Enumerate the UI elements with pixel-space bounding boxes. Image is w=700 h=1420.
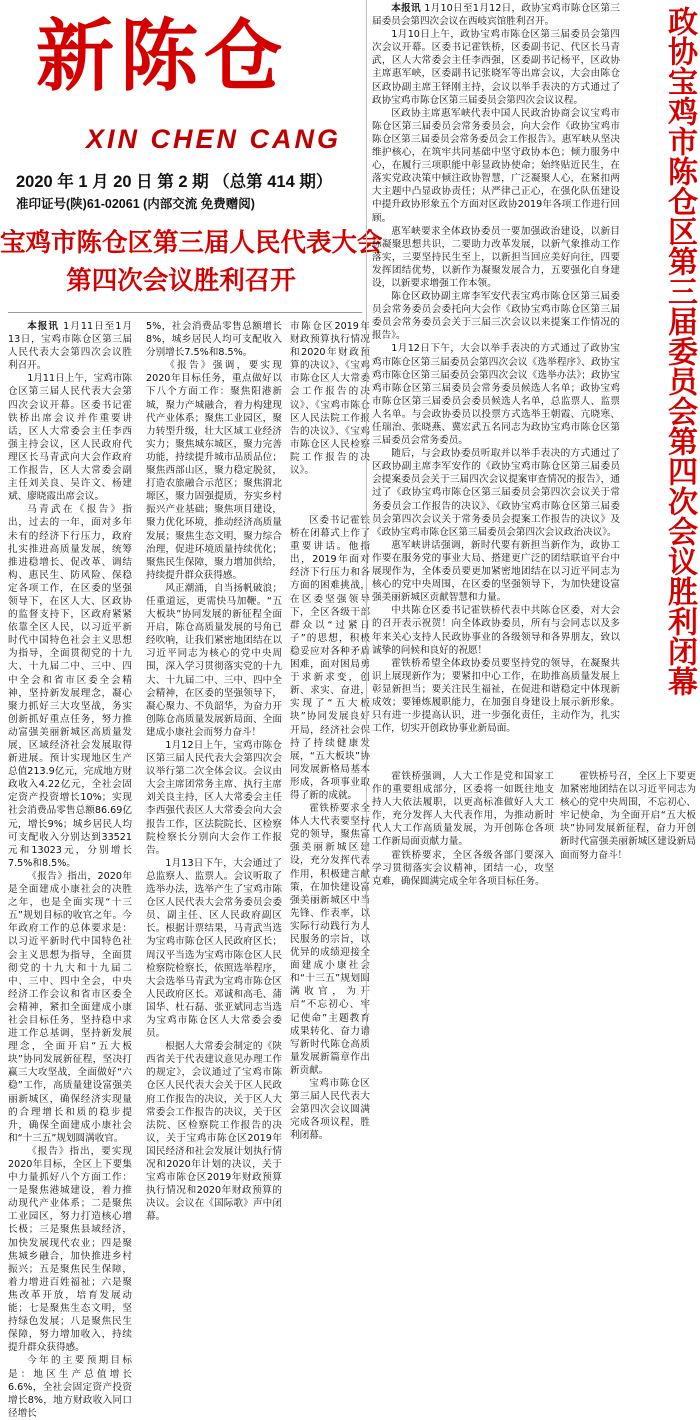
paragraph: 宝鸡市陈仓区第三届人民代表大会第四次会议圆满完成各项议程，胜利闭幕。	[290, 1078, 370, 1142]
paragraph: 区委书记霍铁桥在闭幕式上作了重要讲话。他指出，2019年面对经济下行压力和各方面的困难挑战，在区委坚强领导下，全区各级干部群众以“过紧日子”的思想，积极稳妥应对各种矛盾困难，面对困局勇于求新求变，创新、求实、奋进，实现了“五大板块”协同发展良好开局，经济社会保持了持续健康发展，“五大板块”协同发展新格局基本形成，各项事业取得了新的成就。	[290, 515, 370, 801]
side-article-tail	[560, 770, 696, 1032]
paragraph: 今年的主要预期目标是：地区生产总值增长6.6%，全社会固定资产投资增长8%，地方财政收入同口径增长	[8, 1355, 132, 1419]
side-article	[372, 2, 620, 764]
paragraph: 霍铁桥要求全体人大代表要坚持党的领导，聚焦富强美丽新城区建设，充分发挥代表作用，积极建言献策，在加快建设富强美丽新城区中当先锋、作表率，以实际行动践行为人民服务的宗旨，以优异的成绩迎接全面建成小康社会和“十三五”规划圆满收官，为开启“不忘初心、牢记使命”主题教育成果转化、奋力谱写新时代陈仓高质量发展新篇章作出新贡献。	[290, 803, 370, 1076]
paragraph: 市陈仓区2019年财政预算执行情况和2020年财政预算的决议》、《宝鸡市陈仓区人大常委会工作报告的决议》、《宝鸡市陈仓区人民法院工作报告的决议》、《宝鸡市陈仓区人民检察院工作报告的决议》。	[290, 321, 370, 477]
paragraph: 惠军峡要求全体政协委员一要加强政治建设，以新目标凝聚思想共识，二要助力改革发展，以新气象推动工作落实，三要坚持民生至上，以新担当回应美好向往，四要发挥团结优势，以新作为凝聚发展合力，五要强化自身建设，以新要求增强工作本领。	[372, 225, 620, 289]
paragraph: 1月10日至1月12日，政协宝鸡市陈仓区第三届委员会第四次会议在西岐宾馆胜利召开。	[372, 3, 621, 28]
side-article-lower	[372, 770, 554, 1032]
side-headline: 政协宝鸡市陈仓区第三届委员会第四次会议胜利闭幕	[662, 6, 697, 696]
paragraph: 霍铁桥号召，全区上下要更加紧密地团结在以习近平同志为核心的党中央周围，不忘初心、牢记使命，为全面开启“五大板块”协同发展新征程，奋力开创新时代富强美丽新城区建设新局面而努力奋斗！	[560, 771, 696, 861]
paragraph: 霍铁桥要求，全区各级各部门要深入学习贯彻落实会议精神，团结一心，攻坚克难，确保圆满完成全年各项目标任务。	[372, 849, 554, 887]
paragraph: 1月13日下午，大会通过了总监察人、监票人。会议听取了选举办法，选举产生了宝鸡市陈仓区人民代表大会常务委员会委员、副主任、区人民政府副区长。根据计票结果，马青武当选为宝鸡市陈仓区人民政府区长；周汉平当选为宝鸡市陈仓区人民检察院检察长，依照选举程序，大会选举马青武为宝鸡市陈仓区人民政府区长。邓诚和高毛、蒲国华、杜石磊、张亚斌同志当选为宝鸡市陈仓区人大常委会委员。	[146, 857, 282, 1040]
paragraph: 1月11日上午，宝鸡市陈仓区第三届人民代表大会第四次会议开幕。区委书记霍铁桥出席会议并作重要讲话，区人大常委会主任李西强主持会议，区人民政府代理区长马青武向大会作政府工作报告，区人大常委会副主任刘关良、吴许文、杨建斌、廖晓霞出席会议。	[8, 373, 132, 503]
main-headline	[0, 224, 383, 300]
paragraph: 惠军峡讲话强调，新时代要有新担当新作为，政协工作要在服务党的事业大局、搭建更广泛的团结联谊平台中展现作为，全体委员要更加紧密地团结在以习近平同志为核心的党中央周围，在区委的坚强领导下，为加快建设富强美丽新城区贡献智慧和力量。	[372, 539, 620, 604]
paragraph: 陈仓区政协副主席李军安代表宝鸡市陈仓区第三届委员会常务委员会委托向大会作《政协宝鸡市陈仓区第三届委员会常务委员会关于三届三次会议以来提案工作情况的报告》。	[372, 291, 620, 342]
paragraph: 根据人大常委会制定的《陕西省关于代表建议意见办理工作的规定》，会议通过了宝鸡市陈仓区人民代表大会关于区人民政府工作报告的决议，关于区人大常委会工作报告的决议，关于区法院、区检察院工作报告的决议，关于宝鸡市陈仓区2019年国民经济和社会发展计划执行情况和2020年计划的决议，关于宝鸡市陈仓区2019年财政预算执行情况和2020年财政预算的决议。会议在《国际歌》声中闭幕。	[146, 1041, 282, 1223]
paragraph: 霍铁桥希望全体政协委员要坚持党的领导，在凝聚共识上展现新作为；要紧扣中心工作，在助推高质量发展上彰显新担当；要关注民生福祉，在促进和谐稳定中体现新成效；要锤炼履职能力，在加强自身建设上展示新形象。只有进一步提高认识，进一步强化责任，主动作为，扎实工作，切实开创政协事业新局面。	[372, 657, 620, 735]
masthead-pinyin: XIN CHEN CANG	[86, 124, 342, 154]
column-divider	[366, 0, 367, 1036]
issue-info: 2020 年 1 月 20 日 第 2 期 （总第 414 期）	[16, 173, 333, 191]
permit-info: 准印证号(陕)61-02061 (内部交流 免费赠阅)	[16, 197, 255, 211]
paragraph: 风正潮涌，自当扬帆破浪；任重道远，更需快马加鞭。“五大板块”协同发展的新征程全面开启，陈仓高质量发展的号角已经吹响，让我们紧密地团结在以习近平同志为核心的党中央周围，深入学习贯彻落实党的十九大、十九届二中、三中、四中全会精神，在区委的坚强领导下，凝心聚力、不负韶华，为奋力开创陈仓高质量发展新局面、全面建成小康社会而努力奋斗！	[146, 582, 282, 738]
divider	[8, 312, 362, 313]
paragraph: 区政协主席惠军峡代表中国人民政治协商会议宝鸡市陈仓区第三届委员会常务委员会，向大会作《政协宝鸡市陈仓区第三届委员会常务委员会工作报告》。惠军峡从坚决维护核心，在筑牢共同基础中坚守政协本色；倾力服务中心，在履行三项职能中彰显政协使命；始终贴近民生，在落实党政决策中倾注政协智慧，广泛凝聚人心，在紧扣两大主题中凸显政协责任；从严律己正心，在强化队伍建设中提升政协形象五个方面对区政协2019年各项工作进行回顾。	[372, 107, 620, 224]
lead-tag: 本报讯	[27, 321, 60, 332]
paragraph: 《报告》指出，2020年是全面建成小康社会的决胜之年，也是全面实现“十三五”规划目标的收官之年。今年政府工作的总体要求是：以习近平新时代中国特色社会主义思想为指导，全面贯彻党的十九大和十九届二中、三中、四中全会，中央经济工作会议和省市区委全会精神，紧扣全面建成小康社会目标任务，坚持稳中求进工作总基调，坚持新发展理念，全面开启“五大板块”协同发展新征程，坚决打赢三大攻坚战，全面做好“六稳”工作，高质量建设富强美丽新城区，确保经济实现量的合理增长和质的稳步提升，确保全面建成小康社会和“十三五”规划圆满收官。	[8, 870, 132, 1144]
article-column-2	[146, 320, 282, 1223]
article-column-3-lower	[290, 514, 370, 1142]
paragraph: 1月12日上午，宝鸡市陈仓区第三届人民代表大会第四次会议举行第二次全体会议。会议由大会主席团常务主席、执行主席刘关良主持，区人大常委会主任李西强代表区人大常委会向大会报告工作，区法院院长、区检察院检察长分别向大会作工作报告。	[146, 740, 282, 856]
paragraph: 《报告》指出，要实现2020年目标，全区上下要集中力量抓好八个方面工作：一是聚焦港城建设，着力推动现代产业体系；二是聚焦工业园区，努力打造核心增长极；三是聚焦县域经济，加快发展现代农业；四是聚焦城乡融合，加快推进乡村振兴；五是聚焦民生保障，着力增进百姓福祉；六是聚焦改革开放，培育发展动能；七是聚焦生态文明，坚持绿色发展；八是聚焦民生保障，努力增加收入，持续提升群众获得感。	[8, 1145, 132, 1354]
masthead-title: 新陈仓	[36, 11, 289, 102]
paragraph: 1月12日下午，大会以举手表决的方式通过了政协宝鸡市陈仓区第三届委员会第四次会议《选举程序》、政协宝鸡市陈仓区第三届委员会第四次会议《选举办法》；政协宝鸡市陈仓区第三届委员会常务委员候选人名单；政协宝鸡市陈仓区第三届委员会委员候选人名单，总监票人、监票人名单。与会政协委员以投票方式选举王朝霞、亢晓寒、任瑞治、张晓燕、冀宏武五名同志为政协宝鸡市陈仓区第三届委员会常务委员。	[372, 343, 620, 447]
headline-line-2: 第四次会议胜利召开	[66, 266, 296, 296]
paragraph: 1月11日至1月13日，宝鸡市陈仓区第三届人民代表大会第四次会议胜利召开。	[8, 321, 133, 372]
lead-tag: 本报讯	[391, 3, 421, 14]
article-column-1	[8, 320, 133, 1419]
headline-line-1: 宝鸡市陈仓区第三届人民代表大会	[0, 228, 383, 258]
masthead	[10, 12, 362, 158]
paragraph: 中共陈仓区委书记霍铁桥代表中共陈仓区委，对大会的召开表示祝贺！向全体政协委员，所有与会同志以及多年来关心支持人民政协事业的各级领导和各界朋友，致以诚挚的问候和良好的祝愿！	[372, 605, 620, 656]
paragraph: 霍铁桥强调，人大工作是党和国家工作的重要组成部分，区委将一如既往地支持人大依法履职，以更高标准做好人大工作，充分发挥人大代表作用，为推动新时代人大工作高质量发展，为开创陈仓各项工作新局面贡献力量。	[372, 771, 554, 848]
paragraph: 随后，与会政协委员听取并以举手表决的方式通过了区政协副主席李军安作的《政协宝鸡市陈仓区第三届委员会提案委员会关于三届四次会议提案审查情况的报告》，通过了《政协宝鸡市陈仓区第三届委员会第四次会议关于常务委员会工作报告的决议》、《政协宝鸡市陈仓区第三届委员会第四次会议关于常务委员会提案工作报告的决议》及《政协宝鸡市陈仓区第三届委员会第四次会议政治决议》。	[372, 448, 620, 538]
paragraph: 5%，社会消费品零售总额增长8%，城乡居民人均可支配收入分别增长7.5%和8.5%。	[146, 321, 282, 359]
paragraph: 1月10日上午，政协宝鸡市陈仓区第三届委员会第四次会议开幕。区委书记霍铁桥，区委副书记、代区长马青武，区人大常委会主任李西强，区委副书记杨平，区政协主席惠军峡，区委副书记张晓军等出席会议，大会由陈仓区政协副主席王铎刚主持，会议以举手表决的方式通过了政协宝鸡市陈仓区第三届委员会第四次会议议程。	[372, 29, 620, 106]
paragraph: 马青武在《报告》指出，过去的一年，面对多年未有的经济下行压力，政府扎实推进高质量发展，统筹推进稳增长、促改革、调结构、惠民生、防风险、保稳定各项工作，在区委的坚强领导下，在区人大、区政协的监督支持下，区政府紧紧依靠全区人民，以习近平新时代中国特色社会主义思想为指导，全面贯彻党的十九大、十九届二中、三中、四中全会和省市区委全会精神，坚持新发展理念，凝心聚力抓好三大攻坚战，务实创新抓好重点任务，努力推动富强美丽新城区高质量发展，区域经济社会发展取得新进展。预计实现地区生产总值213.9亿元，完成地方财政收入4.22亿元，全社会固定资产投资增长10%；实现社会消费品零售总额86.69亿元，增长9%；城乡居民人均可支配收入分别达到33521元和13023元，分别增长7.5%和8.5%。	[8, 504, 132, 869]
article-column-3	[290, 320, 370, 510]
paragraph: 《报告》强调，要实现2020年目标任务，重点做好以下八个方面工作：聚焦阳港新城，聚力产城融合，着力构建现代产业体系；聚焦工业园区，聚力转型升级，壮大区域工业经济实力；聚焦城东城区，聚力完善功能，持续提升城市品质品位；聚焦西部山区，聚力稳定脱贫，打造农旅融合示范区；聚焦渭北塬区，聚力固强提质，夯实乡村振兴产业基础；聚焦项目建设，聚力优化环境，推动经济高质量发展；聚焦生态文明，聚力综合治理，促进环境质量持续优化；聚焦民生保障，聚力增加供给，持续提升群众获得感。	[146, 360, 282, 581]
